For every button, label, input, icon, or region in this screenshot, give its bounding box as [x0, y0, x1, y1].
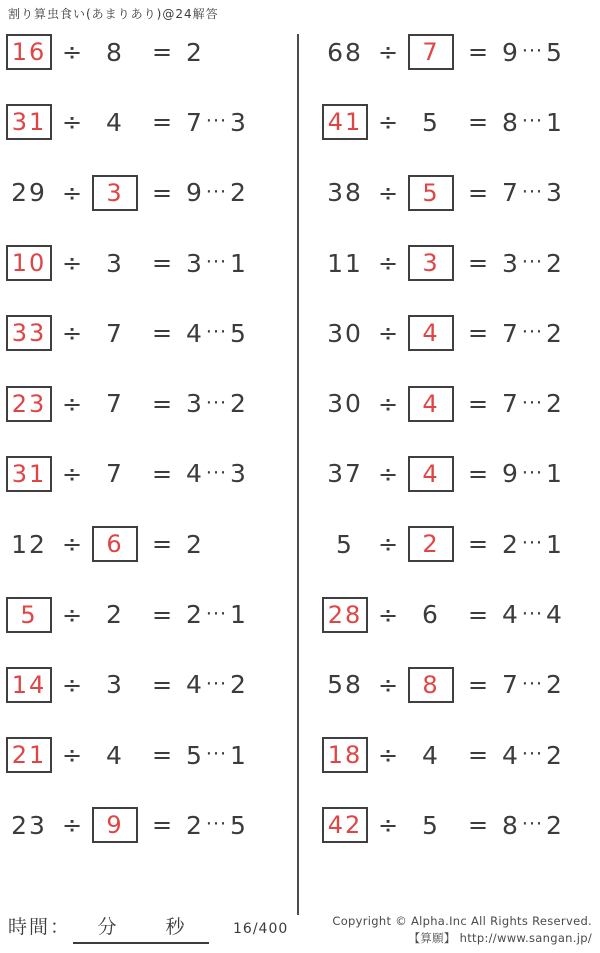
- answer-box: [6, 386, 52, 422]
- dividend-slot: [318, 530, 372, 559]
- divisor-value: 3: [106, 248, 124, 278]
- remainder-value: 2: [546, 248, 563, 278]
- result: [502, 38, 563, 67]
- dividend-value: 11: [327, 248, 363, 278]
- problem-row: [318, 439, 600, 509]
- answer-box: [6, 245, 52, 281]
- remainder-value: 5: [546, 37, 563, 67]
- quotient-value: 4: [186, 459, 203, 489]
- problem-row: [318, 650, 600, 720]
- dividend-slot: [318, 597, 372, 633]
- quotient-value: 2: [186, 37, 203, 67]
- equals-sign: =: [151, 600, 173, 629]
- remainder-dots: ···: [521, 602, 544, 625]
- result: [502, 670, 563, 699]
- result: [186, 319, 247, 348]
- division-sign: ÷: [377, 670, 399, 699]
- problem-row: [318, 790, 600, 860]
- dividend-value: 41: [327, 108, 363, 137]
- remainder-value: 1: [546, 459, 563, 489]
- dividend-slot: [2, 104, 56, 140]
- quotient-value: 8: [502, 810, 519, 840]
- answer-box: [6, 737, 52, 773]
- division-sign: ÷: [377, 389, 399, 418]
- divisor-value: 7: [106, 318, 124, 348]
- dividend-value: 12: [11, 529, 47, 559]
- division-sign: ÷: [61, 530, 83, 559]
- dividend-value: 21: [11, 741, 47, 770]
- division-sign: ÷: [377, 600, 399, 629]
- dividend-value: 42: [327, 811, 363, 840]
- dividend-value: 23: [11, 389, 47, 418]
- answer-box: [92, 526, 138, 562]
- problem-row: [2, 158, 284, 228]
- result: [186, 530, 203, 559]
- division-sign: ÷: [61, 670, 83, 699]
- dividend-value: 10: [11, 249, 47, 278]
- result: [186, 38, 203, 67]
- result: [502, 530, 563, 559]
- problem-row: [2, 720, 284, 790]
- equals-sign: =: [467, 38, 489, 67]
- remainder-dots: ···: [205, 672, 228, 695]
- dividend-value: 30: [327, 389, 363, 419]
- dividend-value: 29: [11, 178, 47, 208]
- answer-box: [322, 597, 368, 633]
- remainder-dots: ···: [521, 180, 544, 203]
- dividend-slot: [2, 530, 56, 559]
- answer-box: [408, 245, 454, 281]
- remainder-dots: ···: [521, 813, 544, 836]
- remainder-dots: ···: [521, 532, 544, 555]
- quotient-value: 8: [502, 107, 519, 137]
- problem-row: [318, 579, 600, 649]
- remainder-value: 3: [230, 107, 247, 137]
- problem-row: [318, 368, 600, 438]
- divisor-value: 5: [422, 810, 440, 840]
- divisor-slot: [404, 526, 458, 562]
- dividend-slot: [2, 811, 56, 840]
- divisor-value: 4: [106, 740, 124, 770]
- answer-box: [6, 667, 52, 703]
- quotient-value: 7: [502, 670, 519, 700]
- answer-box: [408, 456, 454, 492]
- quotient-value: 9: [502, 459, 519, 489]
- equals-sign: =: [151, 108, 173, 137]
- dividend-value: 33: [11, 319, 47, 348]
- problem-row: [2, 368, 284, 438]
- equals-sign: =: [467, 389, 489, 418]
- equals-sign: =: [151, 811, 173, 840]
- time-entry: [8, 912, 288, 944]
- division-sign: ÷: [377, 741, 399, 770]
- divisor-value: 4: [422, 319, 440, 348]
- problem-row: [318, 509, 600, 579]
- divisor-value: 4: [422, 389, 440, 418]
- copyright: [332, 913, 592, 948]
- problem-row: [2, 439, 284, 509]
- equals-sign: =: [151, 530, 173, 559]
- quotient-value: 5: [186, 740, 203, 770]
- remainder-dots: ···: [521, 40, 544, 63]
- problem-row: [318, 298, 600, 368]
- dividend-slot: [2, 178, 56, 207]
- problem-row: [318, 720, 600, 790]
- dividend-slot: [318, 319, 372, 348]
- divisor-value: 4: [422, 740, 440, 770]
- remainder-value: 2: [546, 670, 563, 700]
- remainder-dots: ···: [521, 461, 544, 484]
- divisor-slot: [88, 108, 142, 137]
- answer-box: [408, 386, 454, 422]
- division-sign: ÷: [61, 178, 83, 207]
- equals-sign: =: [467, 530, 489, 559]
- divisor-slot: [88, 807, 142, 843]
- divisor-slot: [88, 526, 142, 562]
- answer-box: [6, 315, 52, 351]
- result: [186, 459, 247, 488]
- remainder-value: 5: [230, 318, 247, 348]
- dividend-value: 28: [327, 600, 363, 629]
- dividend-slot: [318, 104, 372, 140]
- divisor-slot: [88, 741, 142, 770]
- dividend-value: 5: [336, 529, 354, 559]
- divisor-value: 3: [106, 670, 124, 700]
- division-sign: ÷: [377, 108, 399, 137]
- remainder-value: 2: [230, 670, 247, 700]
- answer-box: [322, 807, 368, 843]
- remainder-dots: ···: [205, 743, 228, 766]
- remainder-value: 1: [230, 600, 247, 630]
- dividend-value: 14: [11, 670, 47, 699]
- divisor-value: 7: [106, 459, 124, 489]
- quotient-value: 3: [502, 248, 519, 278]
- remainder-value: 3: [230, 459, 247, 489]
- divisor-value: 3: [422, 249, 440, 278]
- answer-box: [322, 737, 368, 773]
- quotient-value: 4: [186, 318, 203, 348]
- answer-box: [408, 526, 454, 562]
- division-sign: ÷: [61, 741, 83, 770]
- division-sign: ÷: [61, 811, 83, 840]
- divisor-slot: [404, 34, 458, 70]
- result: [186, 108, 247, 137]
- division-sign: ÷: [61, 459, 83, 488]
- equals-sign: =: [467, 811, 489, 840]
- dividend-value: 30: [327, 318, 363, 348]
- divisor-value: 6: [422, 600, 440, 630]
- quotient-value: 7: [502, 178, 519, 208]
- remainder-value: 2: [546, 389, 563, 419]
- remainder-dots: ···: [521, 110, 544, 133]
- problem-row: [2, 87, 284, 157]
- dividend-slot: [318, 807, 372, 843]
- result: [186, 389, 247, 418]
- divisor-slot: [404, 175, 458, 211]
- dividend-value: 37: [327, 459, 363, 489]
- answer-box: [408, 34, 454, 70]
- equals-sign: =: [467, 670, 489, 699]
- minutes-label: 分: [97, 916, 117, 938]
- remainder-value: 2: [546, 318, 563, 348]
- seconds-label: 秒: [165, 916, 185, 938]
- remainder-dots: ···: [521, 321, 544, 344]
- remainder-dots: ···: [205, 813, 228, 836]
- remainder-dots: ···: [205, 602, 228, 625]
- remainder-dots: ···: [205, 180, 228, 203]
- division-sign: ÷: [61, 38, 83, 67]
- remainder-value: 1: [230, 740, 247, 770]
- remainder-dots: ···: [521, 391, 544, 414]
- remainder-value: 2: [546, 810, 563, 840]
- divisor-value: 8: [422, 670, 440, 699]
- column-divider: [297, 34, 299, 915]
- result: [502, 319, 563, 348]
- dividend-slot: [318, 459, 372, 488]
- copyright-line2: 【算願】 http://www.sangan.jp/: [408, 931, 592, 946]
- equals-sign: =: [151, 249, 173, 278]
- remainder-value: 3: [546, 178, 563, 208]
- problem-row: [318, 87, 600, 157]
- divisor-slot: [404, 456, 458, 492]
- answer-box: [408, 175, 454, 211]
- result: [502, 741, 563, 770]
- quotient-value: 9: [186, 178, 203, 208]
- result: [186, 600, 247, 629]
- result: [502, 108, 563, 137]
- division-sign: ÷: [61, 319, 83, 348]
- answer-box: [6, 456, 52, 492]
- divisor-value: 6: [106, 530, 124, 559]
- divisor-slot: [404, 667, 458, 703]
- remainder-value: 5: [230, 810, 247, 840]
- division-sign: ÷: [377, 811, 399, 840]
- remainder-value: 2: [230, 178, 247, 208]
- equals-sign: =: [467, 178, 489, 207]
- division-sign: ÷: [377, 319, 399, 348]
- dividend-value: 23: [11, 810, 47, 840]
- remainder-dots: ···: [521, 251, 544, 274]
- division-sign: ÷: [377, 38, 399, 67]
- dividend-value: 18: [327, 741, 363, 770]
- equals-sign: =: [151, 670, 173, 699]
- remainder-dots: ···: [205, 321, 228, 344]
- equals-sign: =: [467, 459, 489, 488]
- quotient-value: 7: [186, 107, 203, 137]
- remainder-dots: ···: [205, 391, 228, 414]
- problems-column-left: [2, 17, 284, 861]
- quotient-value: 4: [502, 600, 519, 630]
- problem-row: [2, 509, 284, 579]
- time-blank-line: [73, 912, 209, 944]
- division-sign: ÷: [61, 600, 83, 629]
- answer-box: [322, 104, 368, 140]
- divisor-value: 2: [106, 600, 124, 630]
- remainder-dots: ···: [205, 461, 228, 484]
- divisor-slot: [88, 38, 142, 67]
- quotient-value: 4: [502, 740, 519, 770]
- problem-row: [318, 158, 600, 228]
- divisor-slot: [88, 389, 142, 418]
- divisor-slot: [404, 108, 458, 137]
- equals-sign: =: [151, 389, 173, 418]
- dividend-slot: [2, 456, 56, 492]
- quotient-value: 4: [186, 670, 203, 700]
- divisor-value: 8: [106, 37, 124, 67]
- dividend-slot: [318, 670, 372, 699]
- remainder-value: 2: [230, 389, 247, 419]
- divisor-value: 7: [422, 38, 440, 67]
- divisor-value: 2: [422, 530, 440, 559]
- divisor-slot: [404, 811, 458, 840]
- division-sign: ÷: [377, 459, 399, 488]
- quotient-value: 7: [502, 318, 519, 348]
- problem-row: [2, 579, 284, 649]
- quotient-value: 3: [186, 389, 203, 419]
- equals-sign: =: [467, 108, 489, 137]
- answer-box: [408, 667, 454, 703]
- divisor-slot: [404, 245, 458, 281]
- divisor-value: 3: [106, 178, 124, 207]
- equals-sign: =: [151, 741, 173, 770]
- quotient-value: 2: [186, 600, 203, 630]
- quotient-value: 2: [186, 529, 203, 559]
- divisor-value: 5: [422, 107, 440, 137]
- dividend-value: 5: [20, 600, 38, 629]
- remainder-value: 1: [546, 529, 563, 559]
- problem-row: [318, 17, 600, 87]
- dividend-value: 58: [327, 670, 363, 700]
- problem-row: [2, 17, 284, 87]
- result: [186, 249, 247, 278]
- problem-row: [2, 298, 284, 368]
- quotient-value: 3: [186, 248, 203, 278]
- page-title: 割り算虫食い(あまりあり)@24解答: [8, 7, 219, 21]
- dividend-slot: [2, 34, 56, 70]
- equals-sign: =: [151, 319, 173, 348]
- divisor-value: 7: [106, 389, 124, 419]
- division-sign: ÷: [61, 389, 83, 418]
- dividend-slot: [318, 38, 372, 67]
- division-sign: ÷: [377, 530, 399, 559]
- result: [186, 811, 247, 840]
- remainder-value: 1: [546, 107, 563, 137]
- divisor-slot: [88, 175, 142, 211]
- divisor-slot: [88, 249, 142, 278]
- equals-sign: =: [467, 600, 489, 629]
- equals-sign: =: [151, 459, 173, 488]
- result: [502, 600, 563, 629]
- result: [502, 249, 563, 278]
- dividend-slot: [318, 389, 372, 418]
- problem-row: [318, 228, 600, 298]
- dividend-slot: [318, 249, 372, 278]
- problem-row: [2, 790, 284, 860]
- answer-box: [92, 807, 138, 843]
- quotient-value: 7: [502, 389, 519, 419]
- dividend-slot: [2, 737, 56, 773]
- answer-box: [408, 315, 454, 351]
- result: [186, 670, 247, 699]
- division-sign: ÷: [377, 178, 399, 207]
- divisor-slot: [404, 600, 458, 629]
- equals-sign: =: [467, 319, 489, 348]
- page-number: 16/400: [233, 921, 289, 937]
- divisor-slot: [404, 386, 458, 422]
- divisor-slot: [404, 315, 458, 351]
- remainder-value: 2: [546, 740, 563, 770]
- equals-sign: =: [467, 741, 489, 770]
- result: [502, 178, 563, 207]
- dividend-slot: [2, 315, 56, 351]
- division-sign: ÷: [61, 108, 83, 137]
- equals-sign: =: [151, 178, 173, 207]
- remainder-value: 4: [546, 600, 563, 630]
- dividend-slot: [2, 245, 56, 281]
- answer-box: [6, 34, 52, 70]
- problem-row: [2, 650, 284, 720]
- answer-box: [92, 175, 138, 211]
- dividend-value: 31: [11, 108, 47, 137]
- remainder-dots: ···: [205, 251, 228, 274]
- problem-row: [2, 228, 284, 298]
- answer-box: [6, 104, 52, 140]
- remainder-dots: ···: [205, 110, 228, 133]
- dividend-value: 68: [327, 37, 363, 67]
- dividend-slot: [318, 737, 372, 773]
- result: [502, 811, 563, 840]
- dividend-slot: [318, 178, 372, 207]
- quotient-value: 2: [502, 529, 519, 559]
- quotient-value: 2: [186, 810, 203, 840]
- time-label: 時間：: [8, 916, 72, 938]
- remainder-dots: ···: [521, 672, 544, 695]
- remainder-dots: ···: [521, 743, 544, 766]
- division-sign: ÷: [377, 249, 399, 278]
- equals-sign: =: [151, 38, 173, 67]
- answer-box: [6, 597, 52, 633]
- copyright-line1: Copyright © Alpha.Inc All Rights Reserved.: [332, 914, 592, 928]
- dividend-value: 31: [11, 459, 47, 488]
- divisor-value: 4: [422, 459, 440, 488]
- problems-column-right: [318, 17, 600, 861]
- division-sign: ÷: [61, 249, 83, 278]
- equals-sign: =: [467, 249, 489, 278]
- divisor-slot: [88, 670, 142, 699]
- result: [186, 178, 247, 207]
- quotient-value: 9: [502, 37, 519, 67]
- dividend-slot: [2, 386, 56, 422]
- result: [186, 741, 247, 770]
- dividend-value: 38: [327, 178, 363, 208]
- divisor-slot: [404, 741, 458, 770]
- divisor-slot: [88, 459, 142, 488]
- dividend-slot: [2, 667, 56, 703]
- divisor-value: 4: [106, 107, 124, 137]
- result: [502, 389, 563, 418]
- dividend-value: 16: [11, 38, 47, 67]
- remainder-value: 1: [230, 248, 247, 278]
- divisor-slot: [88, 600, 142, 629]
- divisor-slot: [88, 319, 142, 348]
- divisor-value: 9: [106, 811, 124, 840]
- result: [502, 459, 563, 488]
- divisor-value: 5: [422, 178, 440, 207]
- dividend-slot: [2, 597, 56, 633]
